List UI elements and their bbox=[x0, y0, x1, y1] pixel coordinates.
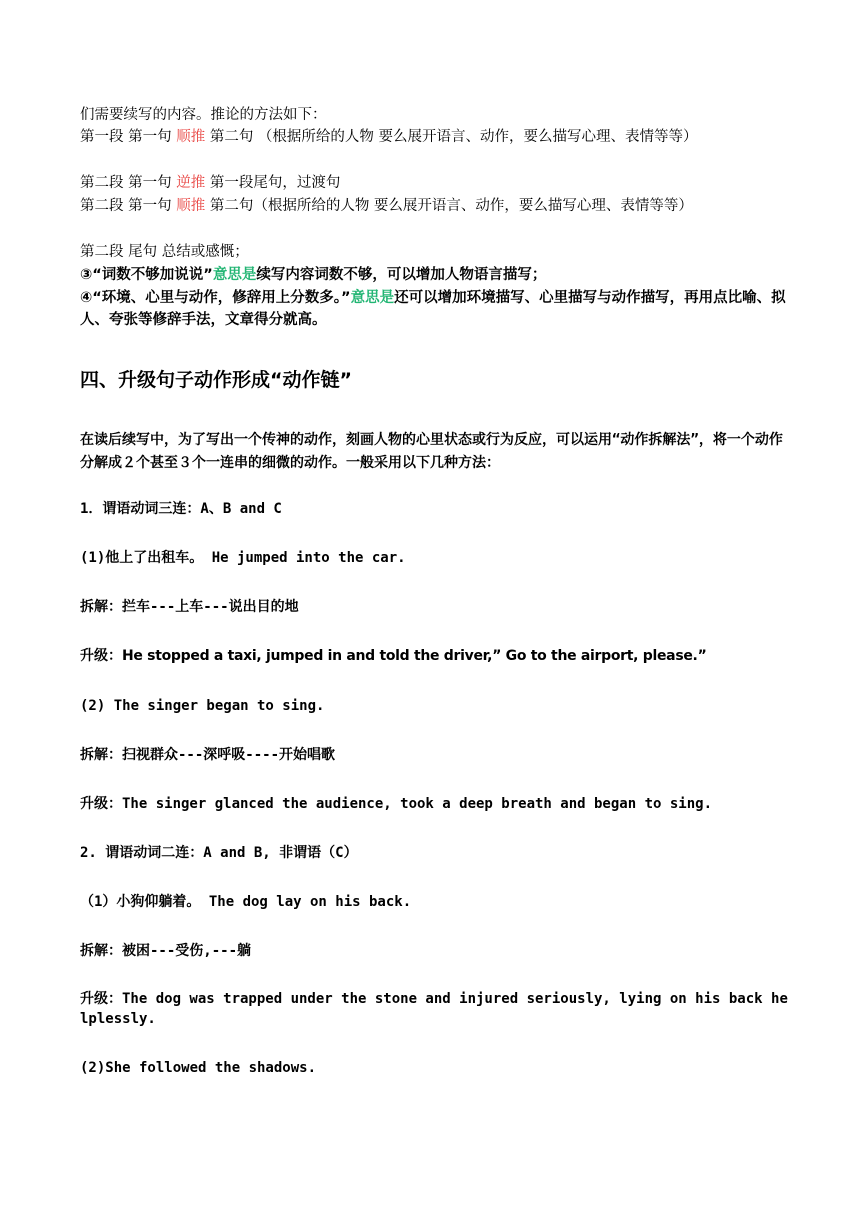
upgrade-label: 升级： bbox=[80, 648, 122, 664]
method-1-title: 1．谓语动词三连：A、B and C bbox=[80, 501, 282, 517]
intro-p3-text-c: 第二句（根据所给的人物 要么展开语言、动作，要么描写心理、表情等等） bbox=[205, 198, 693, 214]
intro-p3-text-a: 第二段 第一句 bbox=[80, 198, 177, 214]
intro-line-1: 们需要续写的内容。推论的方法如下： bbox=[80, 107, 327, 123]
upgrade-sentence-2: The dog was trapped under the stone and injured seriously, lying on his back helplessly. bbox=[80, 991, 788, 1027]
method-1-example-2: (2) The singer began to sing. bbox=[80, 698, 325, 714]
method-2-example-2: (2)She followed the shadows. bbox=[80, 1060, 317, 1076]
intro-p5-text-c: 续写内容词数不够，可以增加人物语言描写； bbox=[256, 267, 547, 283]
intro-p3-keyword: 顺推 bbox=[176, 198, 206, 214]
intro-p1-text-a: 第一段 第一句 bbox=[80, 129, 177, 145]
intro-p2-keyword: 逆推 bbox=[176, 175, 206, 191]
intro-paragraph-6 bbox=[80, 287, 792, 331]
method-1-example-1-upgrade bbox=[80, 646, 792, 666]
method-1-example-1-split: 拆解：拦车---上车---说出目的地 bbox=[80, 599, 299, 615]
intro-p6-text-a: ④“环境、心里与动作，修辞用上分数多。” bbox=[80, 290, 351, 306]
intro-p2-text-c: 第一段尾句，过渡句 bbox=[205, 175, 341, 191]
upgrade-label-2: 升级： bbox=[80, 991, 122, 1007]
method-2-example-1: （1）小狗仰躺着。 The dog lay on his back. bbox=[80, 894, 412, 910]
intro-paragraph-5 bbox=[80, 264, 792, 286]
method-1-example-2-upgrade: 升级：The singer glanced the audience, took a deep breath and began to sing. bbox=[80, 796, 713, 812]
method-2-title: 2. 谓语动词二连：A and B, 非谓语（C） bbox=[80, 845, 358, 861]
method-2-example-1-split: 拆解：被困---受伤,---躺 bbox=[80, 943, 252, 959]
intro-p1-text-c: 第二句 （根据所给的人物 要么展开语言、动作，要么描写心理、表情等等） bbox=[205, 129, 698, 145]
intro-p1-keyword: 顺推 bbox=[176, 129, 206, 145]
intro-p5-text-a: ③“词数不够加说说” bbox=[80, 267, 213, 283]
method-2-example-1-upgrade bbox=[80, 989, 792, 1029]
section-description: 在读后续写中，为了写出一个传神的动作，刻画人物的心里状态或行为反应，可以运用“动作拆解法”，将一个动作分解成２个甚至３个一连串的细微的动作。一般采用以下几种方法： bbox=[80, 432, 783, 471]
intro-p5-keyword: 意思是 bbox=[212, 267, 257, 283]
intro-p2-text-a: 第二段 第一句 bbox=[80, 175, 177, 191]
intro-paragraph-1 bbox=[80, 126, 792, 148]
method-1-example-2-split: 拆解：扫视群众---深呼吸----开始唱歌 bbox=[80, 747, 336, 763]
method-1-example-1: (1)他上了出租车。 He jumped into the car. bbox=[80, 550, 406, 566]
upgrade-sentence: He stopped a taxi, jumped in and told the driver,” Go to the airport, please.” bbox=[122, 648, 707, 664]
intro-p6-keyword: 意思是 bbox=[350, 290, 395, 306]
intro-paragraph-2 bbox=[80, 172, 792, 194]
intro-paragraph-4: 第二段 尾句 总结或感慨； bbox=[80, 244, 249, 260]
intro-paragraph-3 bbox=[80, 195, 792, 217]
intro-p6-text-c: 还可以增加环境描写、心里描写与动作描写，再用点比喻、拟人、夸张等修辞手法，文章得分就高。 bbox=[80, 290, 786, 328]
section-heading: 四、升级句子动作形成“动作链” bbox=[80, 369, 352, 391]
